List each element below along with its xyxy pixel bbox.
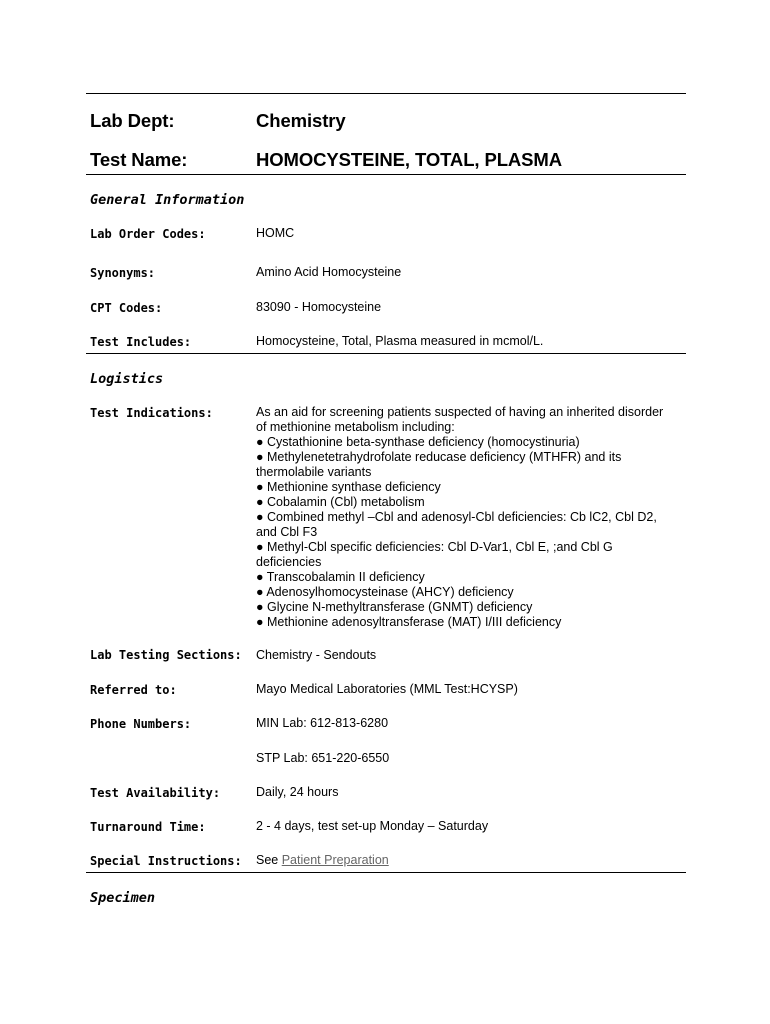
- test-availability-label: Test Availability:: [90, 786, 221, 800]
- indication-line: As an aid for screening patients suspected of having an inherited disorder: [256, 405, 664, 419]
- lab-order-codes-value: HOMC: [256, 226, 295, 240]
- indication-line: ● Cobalamin (Cbl) metabolism: [256, 495, 425, 509]
- header-rule: [86, 174, 686, 175]
- turnaround-time-value: 2 - 4 days, test set-up Monday – Saturday: [256, 819, 489, 833]
- indication-line: ● Transcobalamin II deficiency: [256, 570, 425, 584]
- logistics-heading: Logistics: [90, 371, 164, 387]
- turnaround-time-label: Turnaround Time:: [90, 820, 206, 834]
- indication-line: ● Combined methyl –Cbl and adenosyl-Cbl deficiencies: Cb lC2, Cbl D2,: [256, 510, 657, 524]
- lab-dept-value: Chemistry: [256, 110, 346, 131]
- min-lab-phone: MIN Lab: 612-813-6280: [256, 716, 389, 730]
- test-indications-label: Test Indications:: [90, 406, 213, 420]
- indication-line: thermolabile variants: [256, 465, 372, 479]
- indication-line: ● Methionine adenosyltransferase (MAT) I/III deficiency: [256, 615, 562, 629]
- referred-to-value: Mayo Medical Laboratories (MML Test:HCYSP): [256, 682, 518, 696]
- indication-line: ● Adenosylhomocysteinase (AHCY) deficiency: [256, 585, 514, 599]
- synonyms-label: Synonyms:: [90, 266, 156, 280]
- patient-preparation-link[interactable]: Patient Preparation: [281, 853, 389, 867]
- special-instructions-value: [256, 853, 676, 868]
- lab-dept-label: Lab Dept:: [90, 110, 175, 131]
- lab-testing-sections-value: Chemistry - Sendouts: [256, 648, 377, 662]
- general-information-rule: [86, 353, 686, 354]
- test-includes-value: Homocysteine, Total, Plasma measured in mcmol/L.: [256, 334, 544, 348]
- stp-lab-phone: STP Lab: 651-220-6550: [256, 751, 390, 765]
- indication-line: deficiencies: [256, 555, 322, 569]
- test-availability-value: Daily, 24 hours: [256, 785, 339, 799]
- indication-line: ● Cystathionine beta-synthase deficiency (homocystinuria): [256, 435, 580, 449]
- top-rule: [86, 93, 686, 94]
- test-name-value: HOMOCYSTEINE, TOTAL, PLASMA: [256, 149, 562, 170]
- indication-line: ● Methyl-Cbl specific deficiencies: Cbl D-Var1, Cbl E, ;and Cbl G: [256, 540, 613, 554]
- cpt-codes-value: 83090 - Homocysteine: [256, 300, 382, 314]
- synonyms-value: Amino Acid Homocysteine: [256, 265, 402, 279]
- test-name-label: Test Name:: [90, 149, 188, 170]
- indication-line: and Cbl F3: [256, 525, 318, 539]
- lab-order-codes-label: Lab Order Codes:: [90, 227, 206, 241]
- logistics-rule: [86, 872, 686, 873]
- specimen-heading: Specimen: [90, 890, 156, 906]
- test-indications-value: [256, 405, 676, 630]
- cpt-codes-label: CPT Codes:: [90, 301, 163, 315]
- phone-numbers-label: Phone Numbers:: [90, 717, 192, 731]
- special-instructions-label: Special Instructions:: [90, 854, 242, 868]
- indication-line: ● Glycine N-methyltransferase (GNMT) deficiency: [256, 600, 533, 614]
- lab-testing-sections-label: Lab Testing Sections:: [90, 648, 242, 662]
- indication-line: ● Methionine synthase deficiency: [256, 480, 441, 494]
- special-instructions-prefix: See: [256, 853, 282, 867]
- test-includes-label: Test Includes:: [90, 335, 192, 349]
- general-information-heading: General Information: [90, 192, 245, 208]
- indication-line: ● Methylenetetrahydrofolate reducase deficiency (MTHFR) and its: [256, 450, 622, 464]
- referred-to-label: Referred to:: [90, 683, 177, 697]
- indication-line: of methionine metabolism including:: [256, 420, 455, 434]
